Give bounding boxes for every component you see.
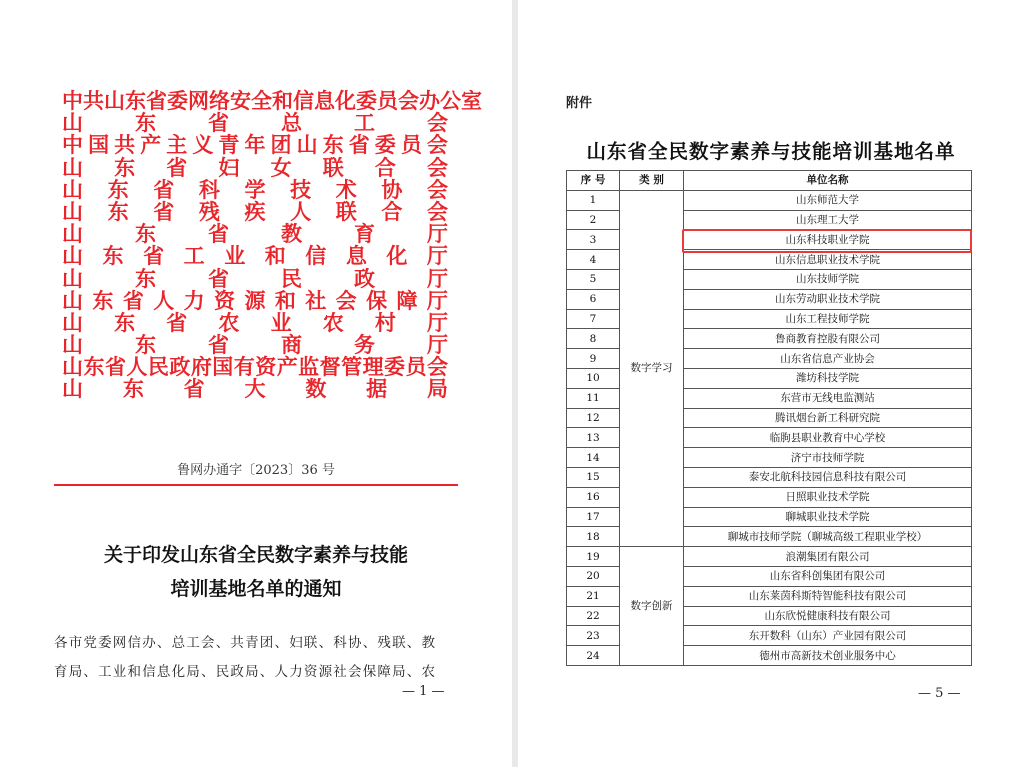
cell-seq: 6 <box>567 289 620 309</box>
cell-unit-name: 潍坊科技学院 <box>684 368 972 388</box>
cell-seq: 22 <box>567 606 620 626</box>
document-number: 鲁网办通字〔2023〕36 号 <box>177 463 335 478</box>
cell-seq: 19 <box>567 547 620 567</box>
cell-seq: 1 <box>567 190 620 210</box>
page-number-left: — 1 — <box>402 684 445 699</box>
cell-unit-name: 山东劳动职业技术学院 <box>684 289 972 309</box>
cell-seq: 2 <box>567 210 620 230</box>
cell-seq: 15 <box>567 467 620 487</box>
cell-seq: 5 <box>567 269 620 289</box>
issuer-line: 山 东 省 人 民 政 府 国 有 资 产 监 督 管 理 委 员 会 <box>62 354 448 380</box>
cell-unit-name: 东开数科（山东）产业园有限公司 <box>684 626 972 646</box>
page-number-right: — 5 — <box>918 686 961 701</box>
cell-unit-name: 山东省科创集团有限公司 <box>684 566 972 586</box>
notice-title-line-2: 培训基地名单的通知 <box>170 578 342 600</box>
header-seq: 序 号 <box>567 171 620 191</box>
attachment-label: 附件 <box>566 96 593 111</box>
issuer-line: 山 东 省 人 力 资 源 和 社 会 保 障 厅 <box>62 287 448 313</box>
issuer-line: 山 东 省 残 疾 人 联 合 会 <box>62 198 448 224</box>
cell-seq: 17 <box>567 507 620 527</box>
cell-unit-name: 聊城市技师学院（聊城高级工程职业学校） <box>684 527 972 547</box>
cell-seq: 24 <box>567 646 620 666</box>
cell-unit-name: 山东莱茵科斯特智能科技有限公司 <box>684 586 972 606</box>
cell-unit-name: 山东省信息产业协会 <box>684 349 972 369</box>
cell-seq: 18 <box>567 527 620 547</box>
table-row <box>567 190 972 210</box>
cell-unit-name: 山东科技职业学院 <box>684 230 972 250</box>
notice-body-line-2: 育局、工业和信息化局、民政局、人力资源社会保障局、农 <box>54 664 437 680</box>
cell-unit-name: 东营市无线电监测站 <box>684 388 972 408</box>
cell-seq: 23 <box>567 626 620 646</box>
cell-unit-name: 山东技师学院 <box>684 269 972 289</box>
cell-unit-name: 聊城职业技术学院 <box>684 507 972 527</box>
red-divider-line <box>54 484 458 486</box>
issuer-line: 山 东 省 农 业 农 村 厅 <box>62 309 448 335</box>
cell-unit-name: 鲁商教育控股有限公司 <box>684 329 972 349</box>
table-row <box>567 547 972 567</box>
issuer-line: 山 东 省 商 务 厅 <box>62 332 448 358</box>
cell-seq: 13 <box>567 428 620 448</box>
cell-seq: 3 <box>567 230 620 250</box>
cell-category: 数字创新 <box>620 547 684 666</box>
table-title: 山东省全民数字素养与技能培训基地名单 <box>586 140 956 163</box>
cell-seq: 8 <box>567 329 620 349</box>
issuer-line: 中 共 山 东 省 委 网 络 安 全 和 信 息 化 委 员 会 办 公 室 <box>62 88 482 113</box>
cell-unit-name: 德州市高新技术创业服务中心 <box>684 646 972 666</box>
cell-unit-name: 济宁市技师学院 <box>684 448 972 468</box>
notice-body-line-1: 各市党委网信办、总工会、共青团、妇联、科协、残联、教 <box>54 635 437 651</box>
cell-seq: 14 <box>567 448 620 468</box>
cell-unit-name: 山东工程技师学院 <box>684 309 972 329</box>
cell-seq: 11 <box>567 388 620 408</box>
cell-unit-name: 山东师范大学 <box>684 190 972 210</box>
table-header-row <box>567 171 972 191</box>
cell-unit-name: 腾讯烟台新工科研究院 <box>684 408 972 428</box>
cell-seq: 21 <box>567 586 620 606</box>
issuer-line: 中 国 共 产 主 义 青 年 团 山 东 省 委 员 会 <box>62 132 448 158</box>
issuer-line: 山 东 省 民 政 厅 <box>62 265 448 291</box>
right-page <box>518 0 1024 767</box>
cell-seq: 16 <box>567 487 620 507</box>
issuer-line: 山 东 省 总 工 会 <box>62 110 448 136</box>
cell-seq: 7 <box>567 309 620 329</box>
cell-unit-name: 日照职业技术学院 <box>684 487 972 507</box>
cell-seq: 10 <box>567 368 620 388</box>
cell-seq: 12 <box>567 408 620 428</box>
cell-unit-name: 山东信息职业技术学院 <box>684 250 972 270</box>
header-category: 类 别 <box>620 171 684 191</box>
cell-seq: 9 <box>567 349 620 369</box>
cell-unit-name: 临朐县职业教育中心学校 <box>684 428 972 448</box>
cell-category: 数字学习 <box>620 190 684 546</box>
header-unit-name: 单位名称 <box>684 171 972 191</box>
issuer-line: 山 东 省 大 数 据 局 <box>62 376 448 402</box>
cell-unit-name: 泰安北航科技园信息科技有限公司 <box>684 467 972 487</box>
cell-seq: 20 <box>567 566 620 586</box>
issuer-line: 山 东 省 教 育 厅 <box>62 221 448 247</box>
cell-unit-name: 山东理工大学 <box>684 210 972 230</box>
issuer-list <box>62 88 482 402</box>
issuer-line: 山 东 省 科 学 技 术 协 会 <box>62 176 448 202</box>
cell-unit-name: 山东欣悦健康科技有限公司 <box>684 606 972 626</box>
issuer-line: 山 东 省 工 业 和 信 息 化 厅 <box>62 243 448 269</box>
issuer-line: 山 东 省 妇 女 联 合 会 <box>62 154 448 180</box>
highlight-box <box>682 229 972 253</box>
cell-unit-name: 浪潮集团有限公司 <box>684 547 972 567</box>
notice-title-line-1: 关于印发山东省全民数字素养与技能 <box>103 544 408 566</box>
cell-seq: 4 <box>567 250 620 270</box>
